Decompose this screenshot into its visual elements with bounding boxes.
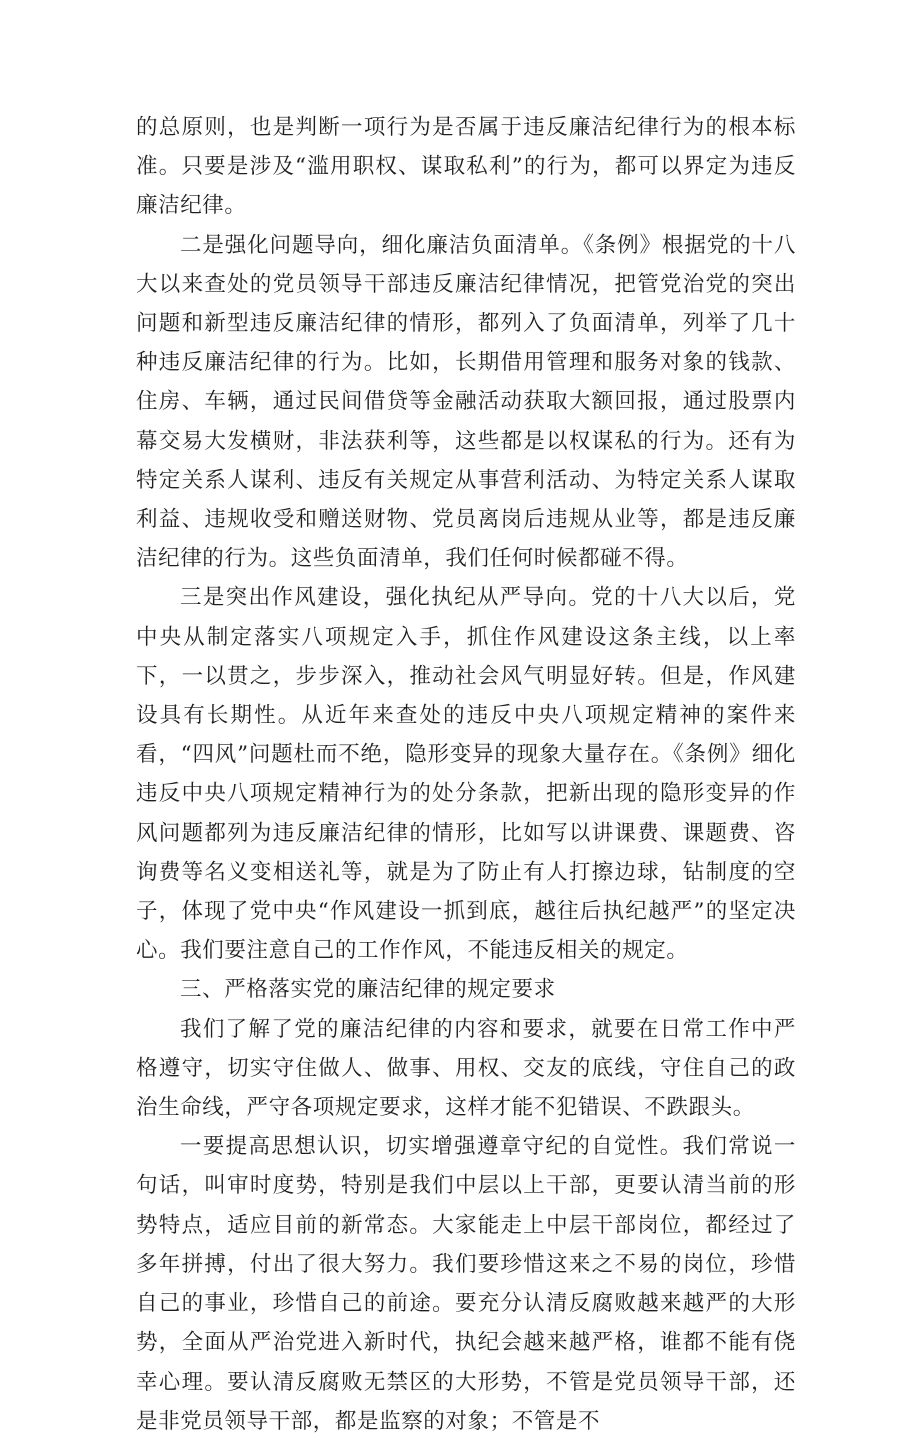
paragraph-problem-orientation: 二是强化问题导向，细化廉洁负面清单。《条例》根据党的十八大以来查处的党员领导干部违反廉洁纪律情况，把管党治党的突出问题和新型违反廉洁纪律的情形，都列入了负面清单，列举了几十种违反廉洁纪律的行为。比如，长期借用管理和服务对象的钱款、住房、车辆，通过民间借贷等金融活动获取大额回报，通过股票内幕交易大发横财，非法获利等，这些都是以权谋私的行为。还有为特定关系人谋利、违反有关规定从事营利活动、为特定关系人谋取利益、违规收受和赠送财物、党员离岗后违规从业等，都是违反廉洁纪律的行为。这些负面清单，我们任何时候都碰不得。	[136, 232, 796, 572]
paragraph-awareness: 一要提高思想认识，切实增强遵章守纪的自觉性。我们常说一句话，叫审时度势，特别是我们中层以上干部，更要认清当前的形势特点，适应目前的新常态。大家能走上中层干部岗位，都经过了多年拼搏，付出了很大努力。我们要珍惜这来之不易的岗位，珍惜自己的事业，珍惜自己的前途。要充分认清反腐败越来越严的大形势，全面从严治党进入新时代，执纪会越来越严格，谁都不能有侥幸心理。要认清反腐败无禁区的大形势，不管是党员领导干部，还是非党员领导干部，都是监察的对象；不管是不	[136, 1134, 796, 1434]
section-heading: 三、严格落实党的廉洁纪律的规定要求	[180, 977, 556, 1003]
paragraph-compliance: 我们了解了党的廉洁纪律的内容和要求，就要在日常工作中严格遵守，切实守住做人、做事、用权、交友的底线，守住自己的政治生命线，严守各项规定要求，这样才能不犯错误、不跌跟头。	[136, 1016, 796, 1121]
paragraph-work-style: 三是突出作风建设，强化执纪从严导向。党的十八大以后，党中央从制定落实八项规定入手，抓住作风建设这条主线，以上率下，一以贯之，步步深入，推动社会风气明显好转。但是，作风建设具有长期性。从近年来查处的违反中央八项规定精神的案件来看，“四风”问题杜而不绝，隐形变异的现象大量存在。《条例》细化违反中央八项规定精神行为的处分条款，把新出现的隐形变异的作风问题都列为违反廉洁纪律的情形，比如写以讲课费、课题费、咨询费等名义变相送礼等，就是为了防止有人打擦边球，钻制度的空子，体现了党中央“作风建设一抓到底，越往后执纪越严”的坚定决心。我们要注意自己的工作作风，不能违反相关的规定。	[136, 585, 796, 964]
paragraph-continuation: 的总原则，也是判断一项行为是否属于违反廉洁纪律行为的根本标准。只要是涉及“滥用职权、谋取私利”的行为，都可以界定为违反廉洁纪律。	[136, 115, 796, 219]
document-body	[136, 108, 796, 1441]
